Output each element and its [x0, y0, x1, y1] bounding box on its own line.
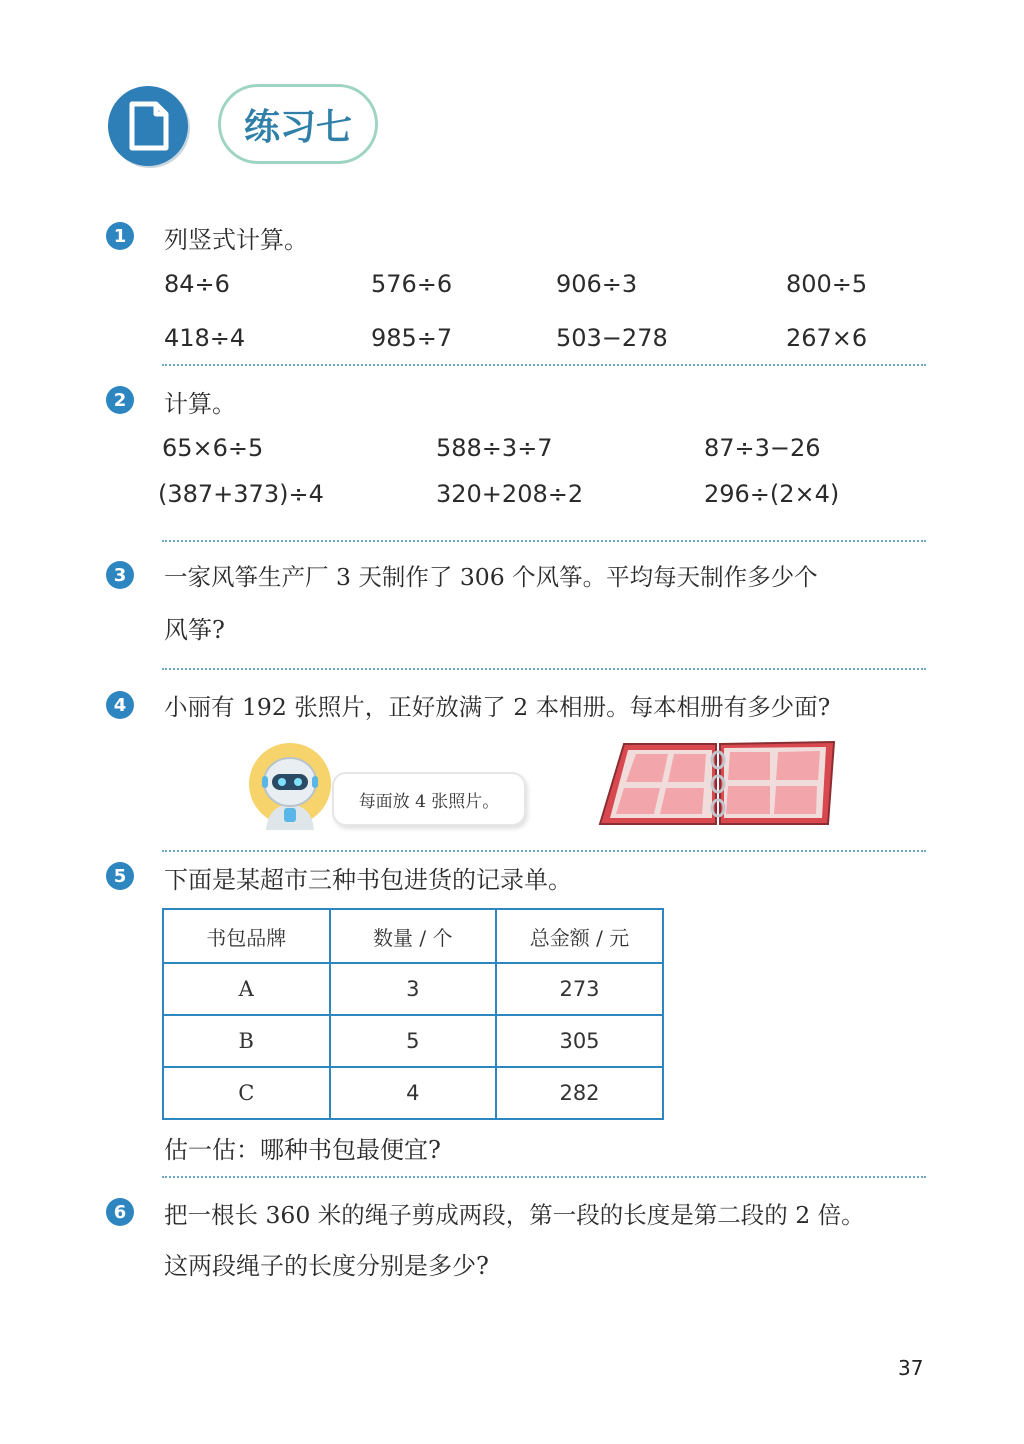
- q1-expr: 267×6: [786, 324, 868, 352]
- table-row: [163, 963, 663, 1015]
- q1-expr: 84÷6: [164, 270, 230, 298]
- brand-cell: B: [163, 1015, 330, 1067]
- q2-expr: 87÷3−26: [704, 434, 821, 462]
- q1-expr: 418÷4: [164, 324, 246, 352]
- q2-expr: 65×6÷5: [162, 434, 264, 462]
- column-header: 总金额 / 元: [496, 909, 663, 963]
- table-row: [163, 1015, 663, 1067]
- table-header-row: [163, 909, 663, 963]
- robot-avatar-icon: [246, 742, 334, 830]
- question-number-2: 2: [106, 386, 134, 414]
- q4-text: 小丽有 192 张照片，正好放满了 2 本相册。每本相册有多少面?: [164, 693, 831, 721]
- page-number: 37: [898, 1356, 924, 1380]
- q1-text: 列竖式计算。: [164, 226, 308, 254]
- section-divider: [162, 850, 926, 852]
- column-header: 数量 / 个: [330, 909, 497, 963]
- q3-text-line1: 一家风筝生产厂 3 天制作了 306 个风筝。平均每天制作多少个: [164, 563, 818, 591]
- document-icon: [106, 84, 190, 168]
- q2-expr: 296÷(2×4): [704, 480, 840, 508]
- quantity-cell: 5: [330, 1015, 497, 1067]
- q1-expr: 985÷7: [371, 324, 453, 352]
- q6-text-line2: 这两段绳子的长度分别是多少?: [164, 1252, 489, 1280]
- section-divider: [162, 668, 926, 670]
- column-header: 书包品牌: [163, 909, 330, 963]
- q5-estimate: 估一估：哪种书包最便宜?: [164, 1136, 441, 1164]
- q5-text: 下面是某超市三种书包进货的记录单。: [164, 866, 572, 894]
- question-number-1: 1: [106, 222, 134, 250]
- q2-text: 计算。: [164, 390, 236, 418]
- table-row: [163, 1067, 663, 1119]
- q1-expr: 576÷6: [371, 270, 453, 298]
- q3-text-line2: 风筝?: [164, 616, 225, 644]
- question-number-4: 4: [106, 691, 134, 719]
- section-divider: [162, 364, 926, 366]
- total-cell: 305: [496, 1015, 663, 1067]
- q1-expr: 906÷3: [556, 270, 638, 298]
- question-number-6: 6: [106, 1198, 134, 1226]
- section-divider: [162, 1176, 926, 1178]
- question-number-3: 3: [106, 561, 134, 589]
- question-number-5: 5: [106, 862, 134, 890]
- q2-expr: 320+208÷2: [436, 480, 584, 508]
- brand-cell: C: [163, 1067, 330, 1119]
- q2-expr: 588÷3÷7: [436, 434, 553, 462]
- page-title: 练习七: [218, 84, 378, 164]
- quantity-cell: 3: [330, 963, 497, 1015]
- quantity-cell: 4: [330, 1067, 497, 1119]
- total-cell: 282: [496, 1067, 663, 1119]
- photo-album-icon: [598, 738, 838, 832]
- purchase-record-table: [162, 908, 664, 1120]
- brand-cell: A: [163, 963, 330, 1015]
- speech-bubble: 每面放 4 张照片。: [332, 772, 526, 826]
- section-divider: [162, 540, 926, 542]
- q1-expr: 800÷5: [786, 270, 868, 298]
- total-cell: 273: [496, 963, 663, 1015]
- q2-expr: (387+373)÷4: [158, 480, 324, 508]
- q1-expr: 503−278: [556, 324, 668, 352]
- q6-text-line1: 把一根长 360 米的绳子剪成两段，第一段的长度是第二段的 2 倍。: [164, 1201, 865, 1229]
